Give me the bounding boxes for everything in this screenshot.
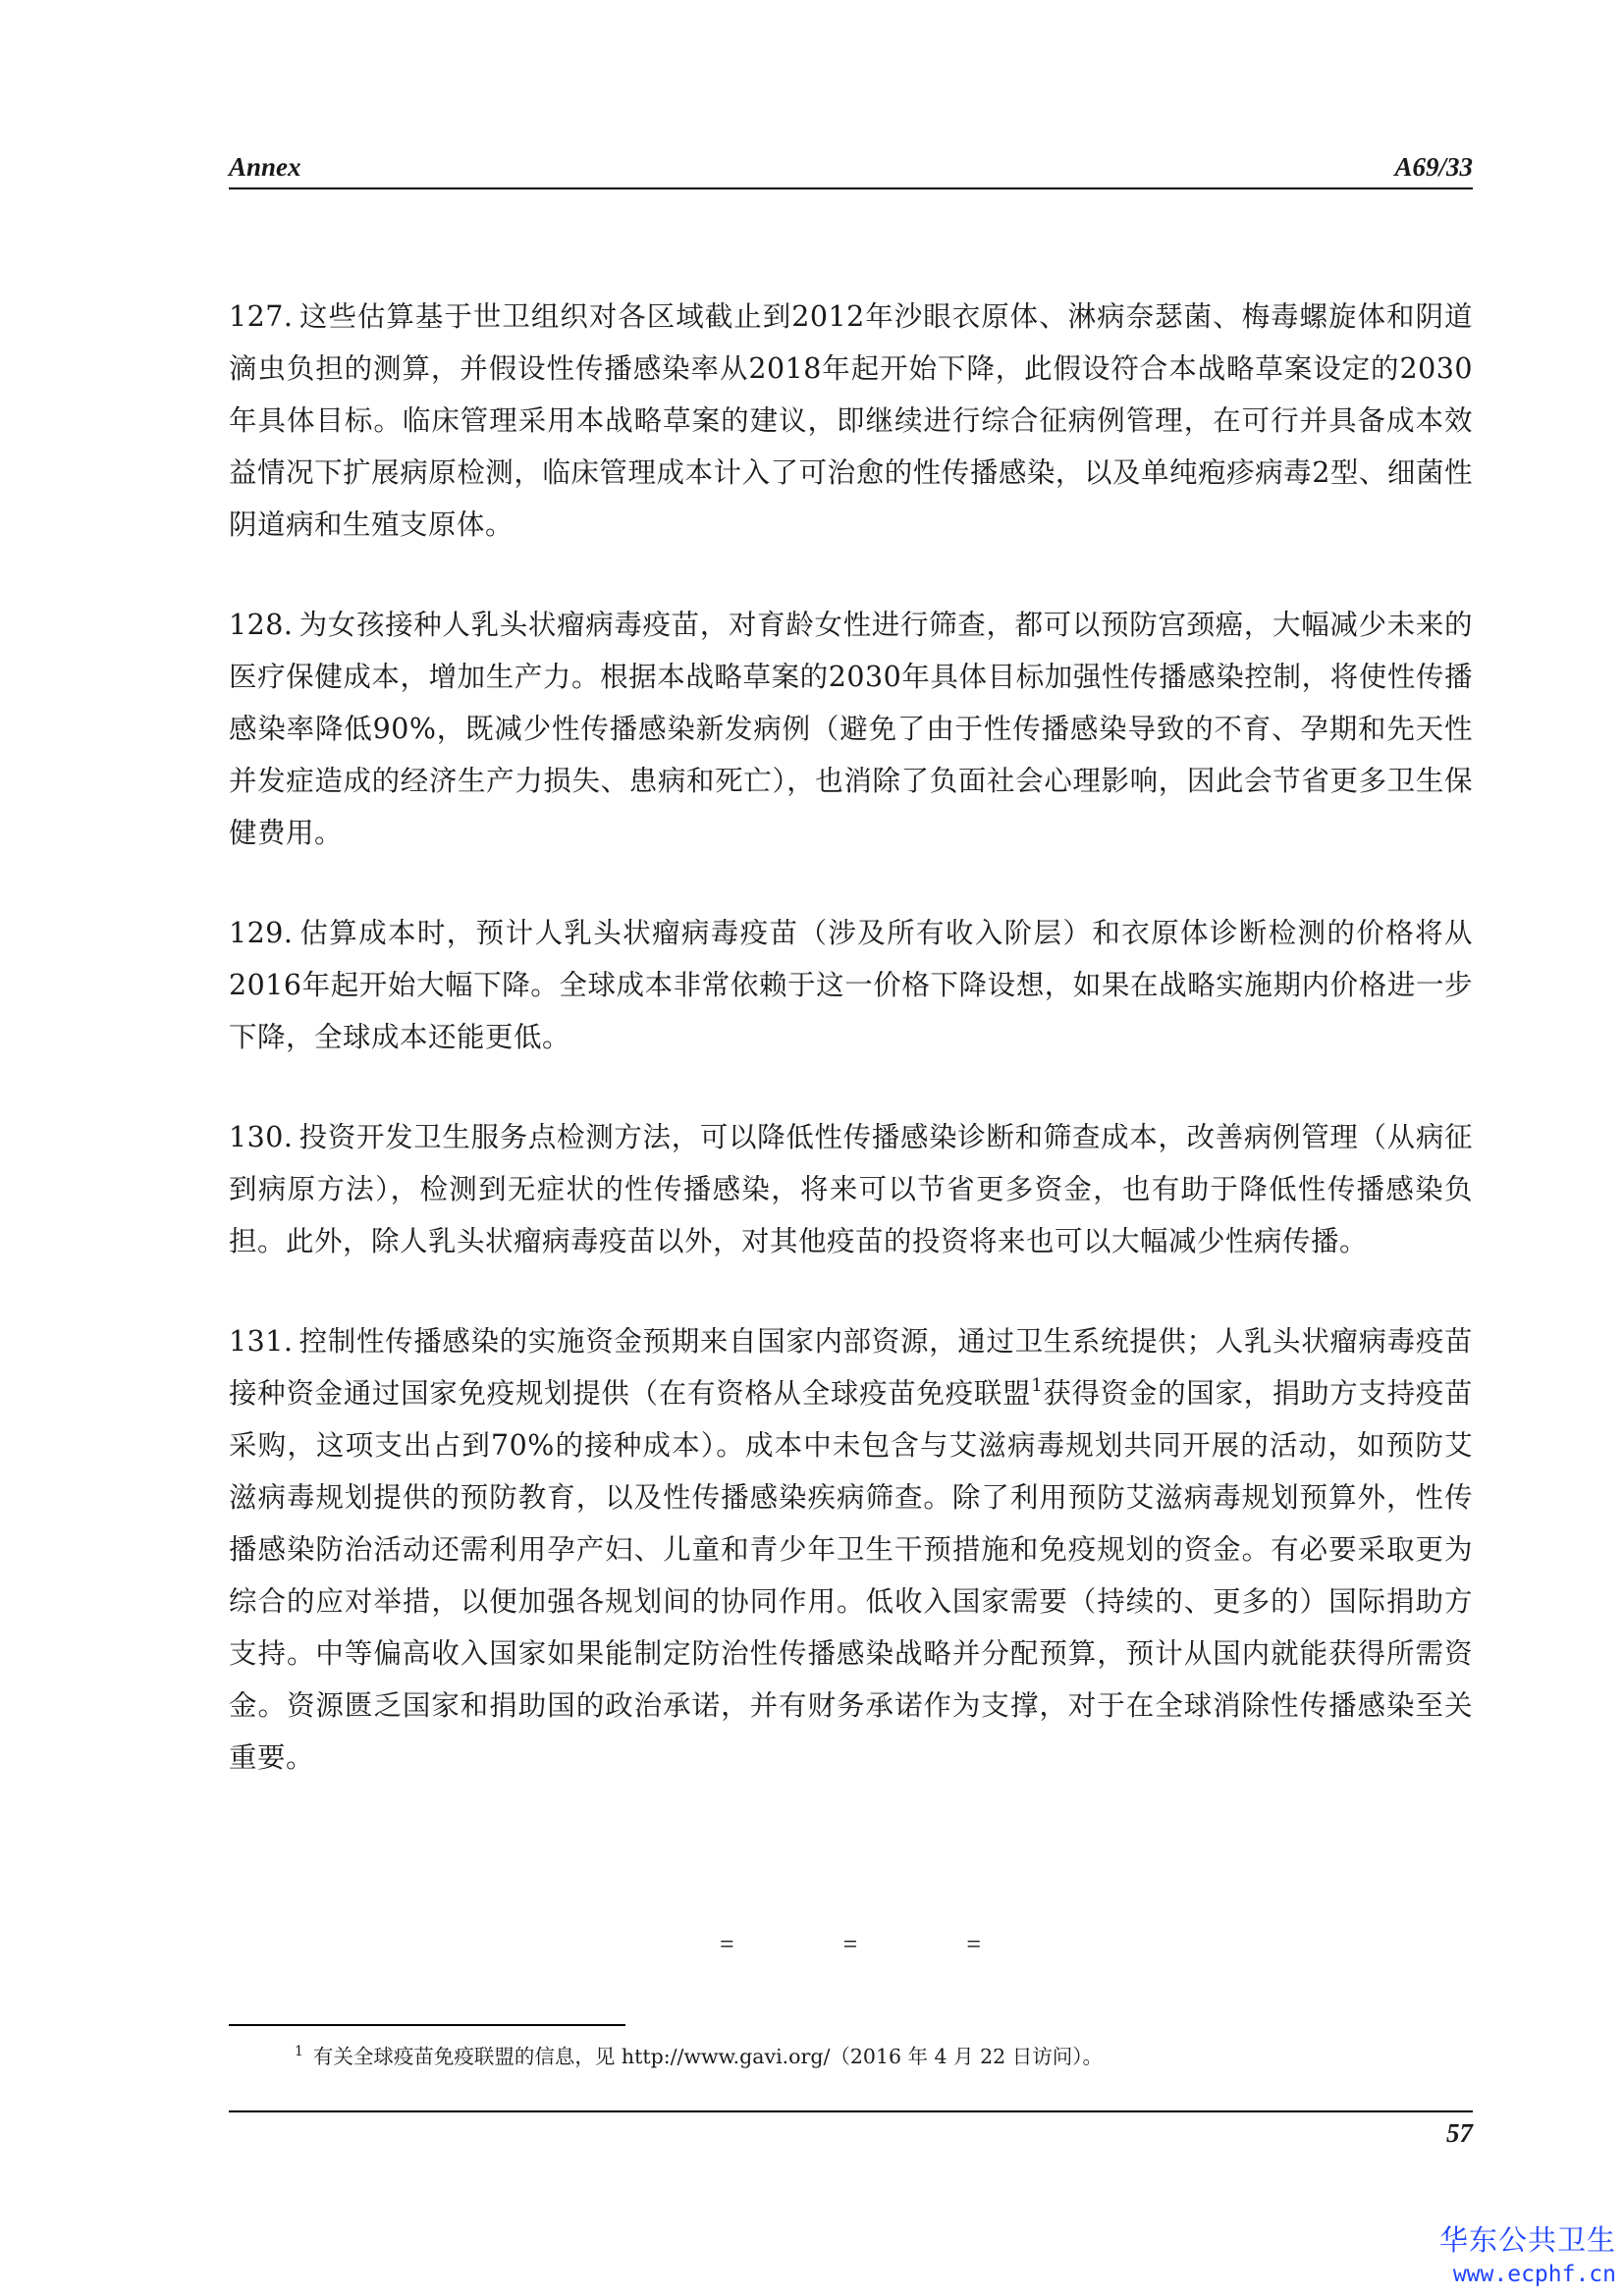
watermark-url: www.ecphf.cn	[1452, 2262, 1616, 2287]
footnote-text: 有关全球疫苗免疫联盟的信息，见 http://www.gavi.org/（2016 年 4 月 22 日访问）。	[312, 2045, 1103, 2068]
paragraph-129	[229, 907, 1473, 1063]
header-rule	[229, 187, 1473, 189]
paragraph-text-continued: 获得资金的国家，捐助方支持疫苗采购，这项支出占到70%的接种成本）。成本中未包含与艾滋病毒规划共同开展的活动，如预防艾滋病毒规划提供的预防教育，以及性传播感染疾病筛查。除了利用预防艾滋病毒规划预算外，性传播感染防治活动还需利用孕产妇、儿童和青少年卫生干预措施和免疫规划的资金。有必要采取更为综合的应对举措，以便加强各规划间的协同作用。低收入国家需要（持续的、更多的）国际捐助方支持。中等偏高收入国家如果能制定防治性传播感染战略并分配预算，预计从国内就能获得所需资金。资源匮乏国家和捐助国的政治承诺，并有财务承诺作为支撑，对于在全球消除性传播感染至关重要。	[229, 1377, 1473, 1774]
footer-rule	[229, 2110, 1473, 2112]
watermark-site-name: 华东公共卫生	[1438, 2223, 1616, 2257]
page-number: 57	[1446, 2118, 1473, 2148]
paragraph-131	[229, 1315, 1473, 1784]
footnote	[295, 2042, 1424, 2071]
running-header-left: Annex	[229, 152, 301, 182]
end-mark: =	[720, 1930, 734, 1958]
paragraph-130	[229, 1111, 1473, 1267]
end-of-text-marks	[720, 1931, 981, 1958]
site-watermark	[1439, 2222, 1616, 2291]
paragraph-127	[229, 291, 1473, 551]
document-body	[229, 291, 1473, 1832]
paragraph-number: 131.	[229, 1325, 294, 1358]
footnote-reference[interactable]: 1	[1031, 1375, 1044, 1396]
paragraph-128	[229, 599, 1473, 859]
footnote-separator	[229, 2024, 625, 2026]
paragraph-text: 估算成本时，预计人乳头状瘤病毒疫苗（涉及所有收入阶层）和衣原体诊断检测的价格将从2016年起开始大幅下降。全球成本非常依赖于这一价格下降设想，如果在战略实施期内价格进一步下降，全球成本还能更低。	[229, 917, 1473, 1053]
end-mark: =	[966, 1930, 981, 1958]
paragraph-number: 129.	[229, 917, 294, 949]
paragraph-text: 为女孩接种人乳头状瘤病毒疫苗，对育龄女性进行筛查，都可以预防宫颈癌，大幅减少未来的医疗保健成本，增加生产力。根据本战略草案的2030年具体目标加强性传播感染控制，将使性传播感染率降低90%，既减少性传播感染新发病例（避免了由于性传播感染导致的不育、孕期和先天性并发症造成的经济生产力损失、患病和死亡），也消除了负面社会心理影响，因此会节省更多卫生保健费用。	[229, 609, 1473, 849]
paragraph-text: 这些估算基于世卫组织对各区域截止到2012年沙眼衣原体、淋病奈瑟菌、梅毒螺旋体和阴道滴虫负担的测算，并假设性传播感染率从2018年起开始下降，此假设符合本战略草案设定的2030年具体目标。临床管理采用本战略草案的建议，即继续进行综合征病例管理，在可行并具备成本效益情况下扩展病原检测，临床管理成本计入了可治愈的性传播感染，以及单纯疱疹病毒2型、细菌性阴道病和生殖支原体。	[229, 300, 1473, 541]
paragraph-number: 130.	[229, 1121, 294, 1153]
running-header-right: A69/33	[1394, 152, 1473, 182]
end-mark: =	[842, 1930, 858, 1958]
paragraph-text: 投资开发卫生服务点检测方法，可以降低性传播感染诊断和筛查成本，改善病例管理（从病征到病原方法），检测到无症状的性传播感染，将来可以节省更多资金，也有助于降低性传播感染负担。此外，除人乳头状瘤病毒疫苗以外，对其他疫苗的投资将来也可以大幅减少性病传播。	[229, 1121, 1473, 1257]
paragraph-number: 127.	[229, 300, 294, 333]
paragraph-number: 128.	[229, 609, 294, 641]
paragraph-text: 控制性传播感染的实施资金预期来自国家内部资源，通过卫生系统提供；人乳头状瘤病毒疫苗接种资金通过国家免疫规划提供（在有资格从全球疫苗免疫联盟	[229, 1325, 1473, 1410]
footnote-marker: 1	[295, 2044, 303, 2059]
